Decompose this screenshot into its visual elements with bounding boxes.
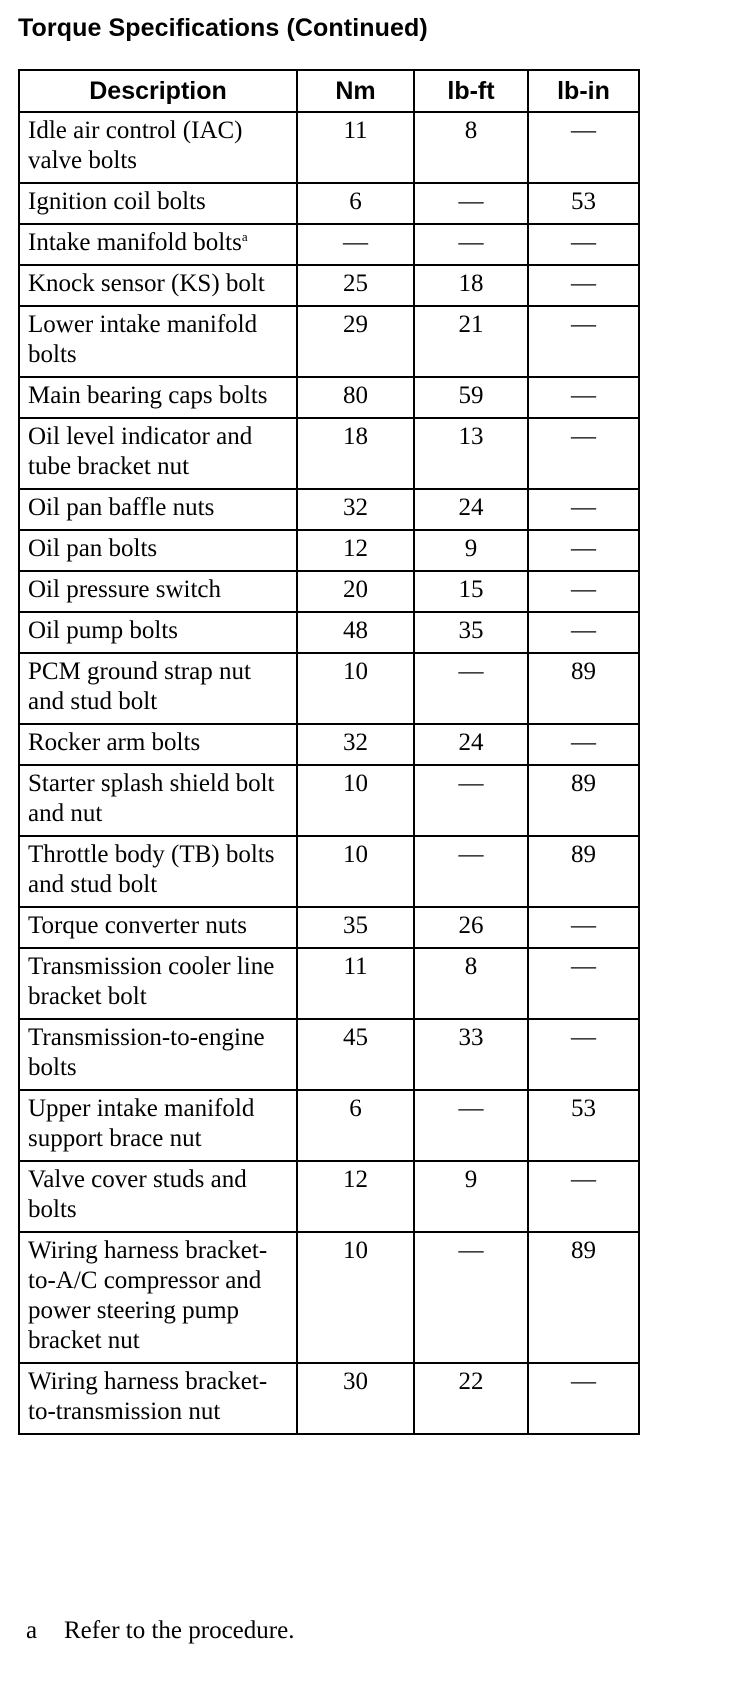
cell-lb-ft (414, 571, 528, 612)
cell-description (19, 530, 297, 571)
cell-lb-in-text: 89 (571, 770, 596, 797)
cell-nm-text: 48 (343, 617, 368, 644)
cell-lb-in-text: — (571, 270, 596, 297)
cell-lb-ft-text: — (458, 1095, 484, 1122)
cell-nm (297, 765, 414, 836)
cell-lb-in (528, 112, 639, 183)
cell-lb-in-text: — (571, 953, 596, 980)
footnote (26, 1617, 294, 1645)
cell-nm-text: 30 (343, 1368, 368, 1395)
cell-lb-ft (414, 1019, 528, 1090)
torque-spec-table (18, 69, 640, 1435)
footnote-mark: a (26, 1617, 38, 1644)
cell-lb-ft (414, 765, 528, 836)
cell-nm (297, 183, 414, 224)
cell-lb-ft (414, 612, 528, 653)
cell-lb-ft-text: 59 (458, 382, 484, 409)
cell-lb-ft-text: — (458, 841, 484, 868)
table-row (19, 224, 639, 265)
cell-description (19, 183, 297, 224)
cell-nm (297, 907, 414, 948)
cell-nm (297, 1090, 414, 1161)
cell-nm (297, 224, 414, 265)
cell-lb-ft-text: 15 (458, 576, 484, 603)
cell-description (19, 224, 297, 265)
cell-lb-in (528, 612, 639, 653)
cell-nm (297, 653, 414, 724)
cell-description-text: PCM ground strap nut and stud bolt (28, 658, 251, 715)
cell-lb-in-text: — (571, 576, 596, 603)
table-row (19, 612, 639, 653)
cell-lb-in (528, 653, 639, 724)
cell-lb-in (528, 183, 639, 224)
cell-description-text: Oil pan bolts (28, 535, 158, 562)
cell-nm-text: 11 (343, 953, 368, 980)
cell-lb-ft-text: — (458, 1237, 484, 1264)
cell-nm (297, 530, 414, 571)
cell-nm (297, 1232, 414, 1363)
cell-nm-text: 18 (343, 423, 368, 450)
cell-lb-in (528, 765, 639, 836)
cell-nm-text: 32 (343, 729, 368, 756)
cell-description (19, 1232, 297, 1363)
cell-nm-text: 80 (343, 382, 368, 409)
cell-lb-ft (414, 377, 528, 418)
cell-nm-text: 12 (343, 1166, 368, 1193)
cell-lb-in-text: 89 (571, 841, 596, 868)
cell-description (19, 836, 297, 907)
cell-nm-text: 11 (343, 117, 368, 144)
cell-nm (297, 836, 414, 907)
cell-lb-in (528, 530, 639, 571)
cell-nm-text: 20 (343, 576, 368, 603)
cell-nm-text: 10 (343, 770, 368, 797)
cell-lb-ft-text: 18 (458, 270, 484, 297)
cell-nm-text: 10 (343, 841, 368, 868)
cell-description-text: Starter splash shield bolt and nut (28, 770, 275, 827)
table-row (19, 724, 639, 765)
cell-description-text: Throttle body (TB) bolts and stud bolt (28, 841, 275, 898)
cell-lb-ft-text: — (458, 188, 484, 215)
cell-lb-in-text: — (571, 729, 596, 756)
cell-nm-text: 29 (343, 311, 368, 338)
table-row (19, 836, 639, 907)
cell-lb-ft-text: 9 (464, 1166, 478, 1193)
cell-lb-in-text: — (571, 382, 596, 409)
cell-nm (297, 112, 414, 183)
cell-lb-in (528, 836, 639, 907)
cell-nm-text: 6 (349, 188, 362, 215)
cell-lb-in-text: — (571, 117, 596, 144)
cell-description (19, 112, 297, 183)
cell-description (19, 418, 297, 489)
table-row (19, 1232, 639, 1363)
cell-nm (297, 377, 414, 418)
cell-lb-in (528, 1161, 639, 1232)
footnote-reference: a (241, 229, 248, 244)
cell-nm-text: 32 (343, 494, 368, 521)
cell-lb-ft (414, 224, 528, 265)
cell-description-text: Idle air control (IAC) valve bolts (28, 117, 243, 174)
header-lb-in: lb-in (528, 70, 639, 112)
cell-nm-text: 12 (343, 535, 368, 562)
cell-lb-in-text: 53 (571, 1095, 596, 1122)
cell-lb-ft (414, 1232, 528, 1363)
cell-description (19, 377, 297, 418)
cell-description (19, 265, 297, 306)
cell-lb-in (528, 377, 639, 418)
cell-lb-in (528, 948, 639, 1019)
cell-description-text: Oil level indicator and tube bracket nut (28, 423, 253, 480)
cell-lb-in-text: 53 (571, 188, 596, 215)
cell-nm-text: 45 (343, 1024, 368, 1051)
cell-nm (297, 1363, 414, 1434)
cell-description-text: Lower intake manifold bolts (28, 311, 258, 368)
cell-lb-ft-text: — (458, 658, 484, 685)
cell-lb-in-text: — (571, 1166, 596, 1193)
cell-lb-in-text: 89 (571, 658, 596, 685)
table-row (19, 530, 639, 571)
cell-lb-ft-text: 35 (458, 617, 484, 644)
cell-lb-in-text: — (571, 229, 596, 256)
cell-nm (297, 265, 414, 306)
table-row (19, 489, 639, 530)
cell-lb-ft (414, 1161, 528, 1232)
cell-description-text: Wiring harness bracket-to-A/C compressor and power steering pump bracket nut (28, 1237, 268, 1354)
cell-lb-ft-text: 24 (458, 494, 484, 521)
cell-description-text: Wiring harness bracket-to-transmission nut (28, 1368, 268, 1425)
cell-lb-ft (414, 907, 528, 948)
cell-lb-ft (414, 112, 528, 183)
cell-lb-in-text: — (571, 423, 596, 450)
cell-description-text: Transmission-to-engine bolts (28, 1024, 265, 1081)
cell-description-text: Oil pressure switch (28, 576, 222, 603)
cell-nm (297, 724, 414, 765)
cell-lb-in (528, 224, 639, 265)
cell-description (19, 1019, 297, 1090)
header-nm: Nm (297, 70, 414, 112)
cell-lb-in-text: — (571, 1024, 596, 1051)
cell-description (19, 1363, 297, 1434)
cell-description-text: Knock sensor (KS) bolt (28, 270, 265, 297)
cell-description-text: Ignition coil bolts (28, 188, 206, 215)
cell-lb-ft (414, 530, 528, 571)
cell-description (19, 571, 297, 612)
cell-description (19, 653, 297, 724)
cell-lb-ft-text: 24 (458, 729, 484, 756)
cell-nm-text: 25 (343, 270, 368, 297)
cell-lb-in-text: — (571, 617, 596, 644)
cell-nm (297, 571, 414, 612)
cell-lb-in (528, 265, 639, 306)
cell-nm (297, 1019, 414, 1090)
cell-description-text: Upper intake manifold support brace nut (28, 1095, 255, 1152)
cell-lb-ft-text: 8 (464, 953, 478, 980)
table-row (19, 377, 639, 418)
cell-lb-ft (414, 1090, 528, 1161)
cell-lb-ft-text: 21 (458, 311, 484, 338)
cell-nm-text: 35 (343, 912, 368, 939)
page-title: Torque Specifications (Continued) (18, 14, 428, 42)
cell-lb-ft-text: 26 (458, 912, 484, 939)
header-description: Description (19, 70, 297, 112)
cell-lb-in (528, 1232, 639, 1363)
footnote-text: Refer to the procedure. (64, 1617, 295, 1644)
cell-lb-ft (414, 183, 528, 224)
cell-description-text: Valve cover studs and bolts (28, 1166, 247, 1223)
cell-lb-in-text: — (571, 494, 596, 521)
cell-description (19, 765, 297, 836)
cell-lb-in-text: — (571, 912, 596, 939)
table-row (19, 112, 639, 183)
cell-description (19, 948, 297, 1019)
cell-lb-ft-text: 9 (464, 535, 478, 562)
cell-nm-text: 10 (343, 658, 368, 685)
cell-lb-in (528, 418, 639, 489)
cell-lb-ft (414, 836, 528, 907)
cell-description (19, 1090, 297, 1161)
table-row (19, 907, 639, 948)
cell-lb-ft-text: 22 (458, 1368, 484, 1395)
cell-description-text: Transmission cooler line bracket bolt (28, 953, 275, 1010)
cell-nm (297, 306, 414, 377)
table-row (19, 265, 639, 306)
cell-lb-ft-text: 13 (458, 423, 484, 450)
cell-lb-in (528, 306, 639, 377)
cell-lb-ft-text: 8 (464, 117, 478, 144)
cell-lb-in (528, 907, 639, 948)
cell-lb-ft (414, 418, 528, 489)
cell-lb-ft-text: 33 (458, 1024, 484, 1051)
cell-lb-ft-text: — (458, 770, 484, 797)
header-lb-ft: lb-ft (414, 70, 528, 112)
cell-description (19, 1161, 297, 1232)
cell-lb-ft-text: — (458, 229, 484, 256)
cell-description-text: Main bearing caps bolts (28, 382, 268, 409)
cell-description (19, 724, 297, 765)
table-row (19, 571, 639, 612)
cell-lb-ft (414, 306, 528, 377)
cell-lb-ft (414, 948, 528, 1019)
cell-nm (297, 1161, 414, 1232)
table-row (19, 653, 639, 724)
cell-description-text: Oil pan baffle nuts (28, 494, 215, 521)
cell-lb-ft (414, 265, 528, 306)
cell-lb-ft (414, 489, 528, 530)
cell-description-text: Intake manifold bolts (28, 229, 242, 256)
table-row (19, 765, 639, 836)
cell-nm (297, 489, 414, 530)
cell-description-text: Rocker arm bolts (28, 729, 201, 756)
cell-lb-in (528, 1363, 639, 1434)
table-row (19, 1019, 639, 1090)
cell-description (19, 612, 297, 653)
table-row (19, 1090, 639, 1161)
cell-lb-ft (414, 724, 528, 765)
cell-description (19, 907, 297, 948)
table-row (19, 306, 639, 377)
cell-lb-in (528, 1090, 639, 1161)
cell-description-text: Oil pump bolts (28, 617, 179, 644)
cell-lb-in (528, 1019, 639, 1090)
table-row (19, 1363, 639, 1434)
table-row (19, 1161, 639, 1232)
table-row (19, 418, 639, 489)
cell-lb-in (528, 724, 639, 765)
cell-lb-in-text: — (571, 1368, 596, 1395)
cell-nm (297, 612, 414, 653)
cell-description-text: Torque converter nuts (28, 912, 248, 939)
cell-lb-in (528, 571, 639, 612)
cell-description (19, 306, 297, 377)
cell-nm-text: — (343, 229, 368, 256)
cell-nm-text: 6 (349, 1095, 362, 1122)
cell-nm (297, 418, 414, 489)
cell-lb-ft (414, 1363, 528, 1434)
cell-lb-in-text: — (571, 311, 596, 338)
table-header-row (19, 70, 639, 112)
cell-lb-in-text: — (571, 535, 596, 562)
table-row (19, 183, 639, 224)
cell-lb-in-text: 89 (571, 1237, 596, 1264)
cell-lb-ft (414, 653, 528, 724)
cell-description (19, 489, 297, 530)
cell-lb-in (528, 489, 639, 530)
cell-nm-text: 10 (343, 1237, 368, 1264)
cell-nm (297, 948, 414, 1019)
table-row (19, 948, 639, 1019)
